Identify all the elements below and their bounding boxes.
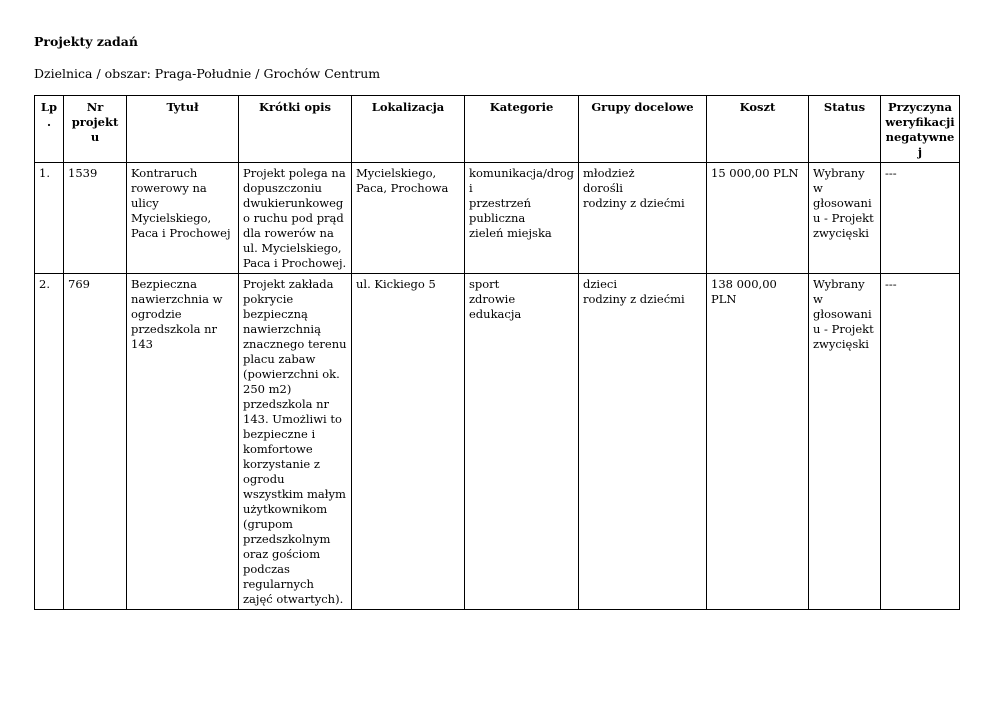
header-status: Status	[809, 96, 881, 163]
table-header-row	[35, 96, 960, 163]
header-grupy: Grupy docelowe	[579, 96, 707, 163]
cell-kategorie	[465, 163, 579, 274]
cell-status: Wybrany w głosowaniu - Projekt zwycięski	[809, 163, 881, 274]
projects-table	[34, 95, 960, 610]
cell-grupy	[579, 163, 707, 274]
cell-status: Wybrany w głosowaniu - Projekt zwycięski	[809, 274, 881, 610]
cell-kategorie	[465, 274, 579, 610]
group-item: dzieci	[583, 277, 618, 291]
cell-grupy	[579, 274, 707, 610]
group-item: rodziny z dziećmi	[583, 196, 685, 210]
document-title: Projekty zadań	[34, 34, 138, 49]
cell-lokalizacja: Mycielskiego, Paca, Prochowa	[352, 163, 465, 274]
header-tytul: Tytuł	[127, 96, 239, 163]
cell-koszt: 15 000,00 PLN	[707, 163, 809, 274]
category-item: komunikacja/drogi	[469, 166, 574, 195]
group-item: dorośli	[583, 181, 623, 195]
cell-opis: Projekt zakłada pokrycie bezpieczną nawierzchnią znacznego terenu placu zabaw (powierzchni ok. 250 m2) przedszkola nr 143. Umożliwi to bezpieczne i komfortowe korzystanie z ogrodu wszystkim małym użytkownikom (grupom przedszkolnym oraz gościom podczas regularnych zajęć otwartych).	[239, 274, 352, 610]
cell-przyczyna: ---	[881, 163, 960, 274]
header-nr: Nr projektu	[64, 96, 127, 163]
cell-lp: 1.	[35, 163, 64, 274]
table-row	[35, 163, 960, 274]
cell-nr: 769	[64, 274, 127, 610]
document-subtitle: Dzielnica / obszar: Praga-Południe / Grochów Centrum	[34, 66, 381, 81]
table-row	[35, 274, 960, 610]
category-item: sport	[469, 277, 500, 291]
cell-tytul: Bezpieczna nawierzchnia w ogrodzie przedszkola nr 143	[127, 274, 239, 610]
cell-koszt: 138 000,00 PLN	[707, 274, 809, 610]
category-item: przestrzeń publiczna	[469, 196, 532, 225]
group-item: młodzież	[583, 166, 635, 180]
header-przyczyna: Przyczyna weryfikacji negatywnej	[881, 96, 960, 163]
category-item: zdrowie	[469, 292, 516, 306]
header-lp: Lp.	[35, 96, 64, 163]
header-kategorie: Kategorie	[465, 96, 579, 163]
cell-nr: 1539	[64, 163, 127, 274]
cell-przyczyna: ---	[881, 274, 960, 610]
cell-opis: Projekt polega na dopuszczoniu dwukierunkowego ruchu pod prąd dla rowerów na ul. Mycielskiego, Paca i Prochowej.	[239, 163, 352, 274]
category-item: zieleń miejska	[469, 226, 552, 240]
header-opis: Krótki opis	[239, 96, 352, 163]
header-koszt: Koszt	[707, 96, 809, 163]
header-lokalizacja: Lokalizacja	[352, 96, 465, 163]
cell-lp: 2.	[35, 274, 64, 610]
cell-lokalizacja: ul. Kickiego 5	[352, 274, 465, 610]
category-item: edukacja	[469, 307, 522, 321]
document-page	[34, 34, 960, 610]
group-item: rodziny z dziećmi	[583, 292, 685, 306]
cell-tytul: Kontraruch rowerowy na ulicy Mycielskiego, Paca i Prochowej	[127, 163, 239, 274]
